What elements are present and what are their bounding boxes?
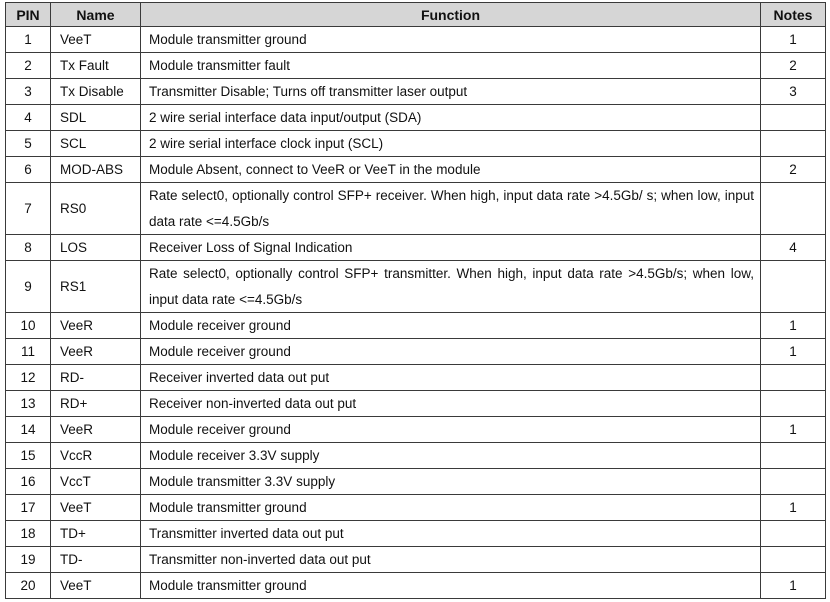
function-cell: Receiver Loss of Signal Indication bbox=[141, 235, 761, 261]
notes-cell bbox=[761, 547, 826, 573]
notes-cell: 1 bbox=[761, 339, 826, 365]
name-cell: MOD-ABS bbox=[51, 157, 141, 183]
notes-cell: 2 bbox=[761, 53, 826, 79]
pin-cell: 7 bbox=[6, 183, 51, 235]
name-cell: TD+ bbox=[51, 521, 141, 547]
header-notes: Notes bbox=[761, 3, 826, 27]
notes-cell bbox=[761, 183, 826, 235]
name-cell: VeeR bbox=[51, 417, 141, 443]
notes-cell: 1 bbox=[761, 573, 826, 599]
function-cell: Transmitter non-inverted data out put bbox=[141, 547, 761, 573]
table-row bbox=[6, 27, 826, 53]
name-cell: VccR bbox=[51, 443, 141, 469]
function-cell: Receiver non-inverted data out put bbox=[141, 391, 761, 417]
pin-cell: 19 bbox=[6, 547, 51, 573]
pin-cell: 12 bbox=[6, 365, 51, 391]
notes-cell bbox=[761, 105, 826, 131]
function-cell: 2 wire serial interface data input/output (SDA) bbox=[141, 105, 761, 131]
notes-cell bbox=[761, 131, 826, 157]
function-cell: Rate select0, optionally control SFP+ transmitter. When high, input data rate >4.5Gb/s; when low, input data rate <=4.5Gb/s bbox=[141, 261, 761, 313]
table-row bbox=[6, 469, 826, 495]
table-row bbox=[6, 573, 826, 599]
function-cell: Module transmitter ground bbox=[141, 495, 761, 521]
name-cell: RD+ bbox=[51, 391, 141, 417]
table-row bbox=[6, 261, 826, 313]
pin-cell: 18 bbox=[6, 521, 51, 547]
function-cell: Module transmitter 3.3V supply bbox=[141, 469, 761, 495]
pin-cell: 6 bbox=[6, 157, 51, 183]
header-pin: PIN bbox=[6, 3, 51, 27]
table-row bbox=[6, 183, 826, 235]
table-row bbox=[6, 235, 826, 261]
function-cell: Module receiver ground bbox=[141, 313, 761, 339]
function-cell: Module receiver ground bbox=[141, 339, 761, 365]
pin-cell: 3 bbox=[6, 79, 51, 105]
pin-cell: 11 bbox=[6, 339, 51, 365]
pin-cell: 9 bbox=[6, 261, 51, 313]
function-cell: Module receiver ground bbox=[141, 417, 761, 443]
table-row bbox=[6, 521, 826, 547]
function-cell: Transmitter Disable; Turns off transmitter laser output bbox=[141, 79, 761, 105]
table-row bbox=[6, 417, 826, 443]
notes-cell: 1 bbox=[761, 495, 826, 521]
pin-cell: 8 bbox=[6, 235, 51, 261]
notes-cell bbox=[761, 261, 826, 313]
notes-cell bbox=[761, 365, 826, 391]
pin-cell: 13 bbox=[6, 391, 51, 417]
pin-cell: 16 bbox=[6, 469, 51, 495]
notes-cell bbox=[761, 443, 826, 469]
name-cell: RS0 bbox=[51, 183, 141, 235]
notes-cell: 2 bbox=[761, 157, 826, 183]
name-cell: RS1 bbox=[51, 261, 141, 313]
pin-cell: 15 bbox=[6, 443, 51, 469]
table-row bbox=[6, 495, 826, 521]
name-cell: VeeR bbox=[51, 339, 141, 365]
name-cell: Tx Fault bbox=[51, 53, 141, 79]
table-header bbox=[6, 3, 826, 27]
pin-cell: 2 bbox=[6, 53, 51, 79]
function-cell: Module transmitter ground bbox=[141, 27, 761, 53]
header-name: Name bbox=[51, 3, 141, 27]
header-function: Function bbox=[141, 3, 761, 27]
header-row bbox=[6, 3, 826, 27]
function-cell: Module transmitter fault bbox=[141, 53, 761, 79]
name-cell: VeeT bbox=[51, 495, 141, 521]
notes-cell: 3 bbox=[761, 79, 826, 105]
name-cell: VeeT bbox=[51, 27, 141, 53]
function-cell: Receiver inverted data out put bbox=[141, 365, 761, 391]
pin-definition-table bbox=[5, 2, 826, 599]
pin-cell: 1 bbox=[6, 27, 51, 53]
name-cell: VeeT bbox=[51, 573, 141, 599]
table-row bbox=[6, 339, 826, 365]
table-row bbox=[6, 547, 826, 573]
pin-cell: 5 bbox=[6, 131, 51, 157]
table-body bbox=[6, 27, 826, 599]
notes-cell: 1 bbox=[761, 313, 826, 339]
notes-cell: 4 bbox=[761, 235, 826, 261]
name-cell: SDL bbox=[51, 105, 141, 131]
name-cell: VccT bbox=[51, 469, 141, 495]
table-row bbox=[6, 391, 826, 417]
name-cell: LOS bbox=[51, 235, 141, 261]
table-row bbox=[6, 443, 826, 469]
function-cell: Transmitter inverted data out put bbox=[141, 521, 761, 547]
name-cell: TD- bbox=[51, 547, 141, 573]
name-cell: SCL bbox=[51, 131, 141, 157]
table-row bbox=[6, 131, 826, 157]
function-cell: Module receiver 3.3V supply bbox=[141, 443, 761, 469]
pin-cell: 20 bbox=[6, 573, 51, 599]
pin-cell: 10 bbox=[6, 313, 51, 339]
table-row bbox=[6, 313, 826, 339]
table-row bbox=[6, 365, 826, 391]
name-cell: RD- bbox=[51, 365, 141, 391]
pin-cell: 14 bbox=[6, 417, 51, 443]
function-cell: 2 wire serial interface clock input (SCL) bbox=[141, 131, 761, 157]
name-cell: VeeR bbox=[51, 313, 141, 339]
notes-cell bbox=[761, 521, 826, 547]
pin-cell: 4 bbox=[6, 105, 51, 131]
name-cell: Tx Disable bbox=[51, 79, 141, 105]
table-row bbox=[6, 105, 826, 131]
function-cell: Module transmitter ground bbox=[141, 573, 761, 599]
function-cell: Rate select0, optionally control SFP+ receiver. When high, input data rate >4.5Gb/ s; when low, input data rate <=4.5Gb/s bbox=[141, 183, 761, 235]
table-row bbox=[6, 53, 826, 79]
table-row bbox=[6, 79, 826, 105]
table-row bbox=[6, 157, 826, 183]
notes-cell: 1 bbox=[761, 417, 826, 443]
pin-cell: 17 bbox=[6, 495, 51, 521]
notes-cell bbox=[761, 469, 826, 495]
notes-cell: 1 bbox=[761, 27, 826, 53]
function-cell: Module Absent, connect to VeeR or VeeT in the module bbox=[141, 157, 761, 183]
notes-cell bbox=[761, 391, 826, 417]
